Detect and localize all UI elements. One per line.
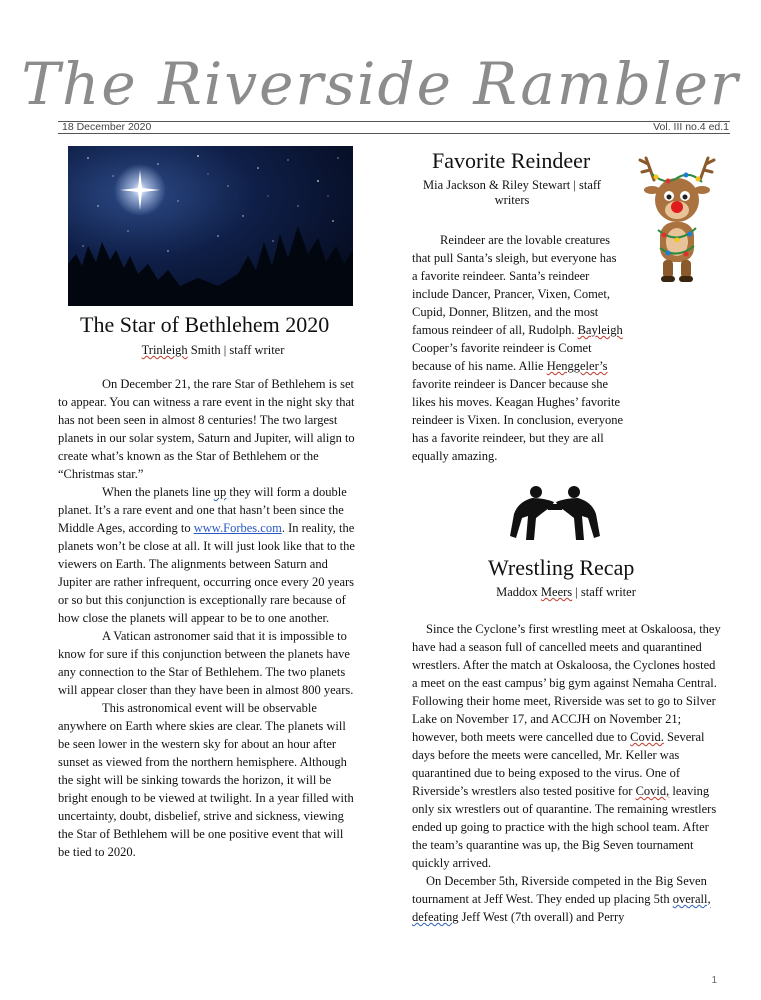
star-paragraph-3: A Vatican astronomer said that it is impossible to know for sure if this conjunction between the planets have any connection to the Star of Bethlehem. The two planets will appear closer than they have been in almost 800 years. bbox=[58, 629, 354, 697]
wrestling-byline bbox=[466, 585, 666, 600]
star-p2-b: they will form a double planet. It’s a rare event and one that hasn’t been since the Middle Ages, according to bbox=[58, 485, 347, 535]
reindeer-byline: Mia Jackson & Riley Stewart | staff writers bbox=[423, 178, 601, 207]
wrestling-p1-c: leaving only six wrestlers out of quarantine. The remaining wrestlers ended up going to practice with the high school team. After the team’s quarantine was up, the Big Seven tournament quickly arrived. bbox=[412, 784, 717, 870]
reindeer-article-body bbox=[412, 231, 717, 465]
wrestling-paragraph-2 bbox=[412, 872, 722, 926]
reindeer-p-a: Reindeer are the lovable creatures that pull Santa’s sleigh, but everyone has a favorite reindeer. Santa’s reindeer include Dancer, Prancer, Vixen, Comet, Cupid, Donner, Blitzen, and the most famous reindeer of all, Rudolph. bbox=[412, 233, 617, 337]
star-paragraph-1: On December 21, the rare Star of Bethlehem is set to appear. You can witness a rare event in the night sky that has not been seen in almost 8 centuries! The two largest planets in our solar system, Saturn and Jupiter, will align to create what’s known as the Star of Bethlehem or the “Christmas star.” bbox=[58, 377, 355, 481]
reindeer-p-name1: Bayleigh bbox=[577, 323, 623, 337]
masthead-rule-bottom bbox=[58, 133, 730, 134]
reindeer-paragraph bbox=[412, 231, 717, 465]
star-article-body bbox=[58, 375, 358, 861]
wrestling-article-body bbox=[412, 620, 722, 926]
star-byline bbox=[88, 343, 338, 358]
star-p2-a: When the planets line bbox=[102, 485, 214, 499]
reindeer-p-c: favorite reindeer is Dancer because she likes his moves. Keagan Hughes’ favorite reindeer is Vixen. In conclusion, everyone has a favorite reindeer, but they are all equally amazing. bbox=[412, 377, 624, 463]
forbes-link[interactable]: www.Forbes.com bbox=[193, 521, 282, 535]
wrestling-byline-name: Meers bbox=[540, 585, 573, 599]
reindeer-p-b: Cooper’s favorite reindeer is Comet because of his name. Allie bbox=[412, 341, 592, 373]
wrestlers-silhouette-icon bbox=[506, 484, 604, 542]
issue-volume: Vol. III no.4 ed.1 bbox=[653, 121, 729, 133]
reindeer-headline: Favorite Reindeer bbox=[432, 148, 591, 173]
wrestling-headline: Wrestling Recap bbox=[488, 555, 635, 580]
star-paragraph-2 bbox=[58, 483, 358, 627]
star-p2-c: . In reality, the planets won’t be close at all. It will just look like that to the viewers on Earth. The alignments between Saturn and Jupiter are rather infrequent, occurring once every 20 years or so but this conjunction is exceptionally rare because of how close the planets will appear to be to one another. bbox=[58, 521, 355, 625]
wrestling-byline-a: Maddox bbox=[496, 585, 541, 599]
wrestling-p2-b: Jeff West (7th overall) and Perry bbox=[458, 910, 625, 924]
star-paragraph-4: This astronomical event will be observable anywhere on Earth where skies are clear. The planets will be seen lower in the western sky for about an hour after sunset as viewed from the northern hemisphere. Although the sight will be sinking towards the horizon, it will be bright enough to be viewed at twilight. In a year filled with uncertainty, doubt, disbelief, strive and sickness, viewing the Star of Bethlehem will be one positive event that will be tied to 2020. bbox=[58, 701, 354, 859]
masthead-rule-top bbox=[58, 121, 730, 122]
issue-date: 18 December 2020 bbox=[62, 121, 152, 133]
page-number: 1 bbox=[711, 975, 717, 986]
wrestling-p1-covid2: Covid, bbox=[635, 784, 670, 798]
wrestling-paragraph-1 bbox=[412, 620, 722, 872]
reindeer-p-name2: Henggeler’s bbox=[546, 359, 608, 373]
star-byline-name: Trinleigh bbox=[141, 343, 188, 357]
star-byline-rest: Smith | staff writer bbox=[187, 343, 285, 357]
night-sky-photo bbox=[68, 146, 353, 306]
wrestling-p2-a: On December 5th, Riverside competed in the Big Seven tournament at Jeff West. They ended up placing 5th bbox=[412, 874, 707, 906]
star-headline: The Star of Bethlehem 2020 bbox=[80, 312, 330, 337]
wrestling-byline-b: | staff writer bbox=[572, 585, 636, 599]
wrestling-p1-b: Several days before the meets were cancelled, Mr. Keller was quarantined due to being exposed to the virus. One of Riverside’s wrestlers also tested positive for bbox=[412, 730, 705, 798]
wrestling-p1-a: Since the Cyclone’s first wrestling meet at Oskaloosa, they have had a season full of cancelled meets and quarantined wrestlers. After the match at Oskaloosa, the Cyclones hosted a meet on the east campus’ big gym against Nemaha Central. Following their home meet, Riverside was set to go to Silver Lake on November 17, and ACCJH on November 21; however, both meets were cancelled due to bbox=[412, 622, 721, 744]
wrestling-p1-covid1: Covid. bbox=[630, 730, 664, 744]
star-p2-up: up bbox=[213, 485, 227, 499]
wrestling-p2-squig: overall, defeating bbox=[412, 892, 711, 924]
masthead-title: The Riverside Rambler bbox=[21, 50, 740, 118]
